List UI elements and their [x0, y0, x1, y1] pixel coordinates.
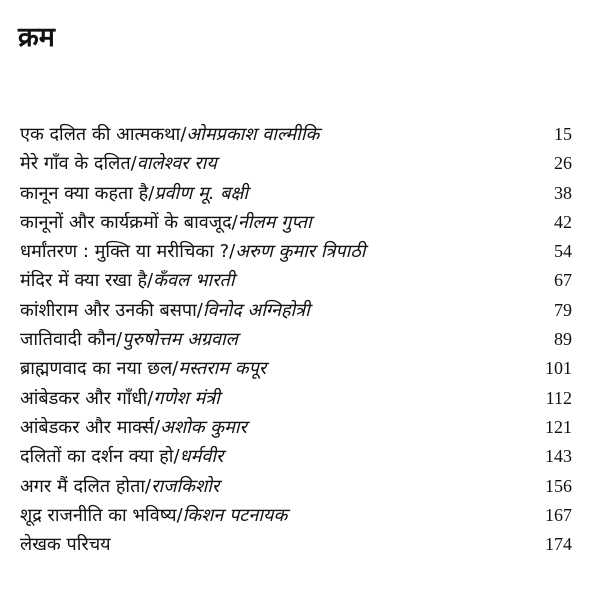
entry-separator: /: [173, 446, 180, 468]
entry-page-number: 15: [554, 124, 572, 144]
entry-page-number: 112: [545, 387, 572, 408]
entry-title: दलितों का दर्शन क्या हो: [20, 446, 174, 468]
toc-entry-text: [20, 354, 266, 383]
entry-author: ओमप्रकाश वाल्मीकि: [186, 124, 320, 145]
entry-separator: /: [154, 416, 161, 438]
entry-author: किशन पटनायक: [182, 504, 288, 526]
toc-entry-text: [20, 237, 365, 266]
toc-entry-12: [20, 442, 572, 471]
toc-entry-5: [20, 237, 572, 266]
toc-entry-11: [20, 413, 572, 442]
table-of-contents: [20, 120, 572, 559]
entry-page-number: 143: [545, 446, 572, 467]
toc-entry-text: [20, 530, 111, 559]
entry-author: पुरुषोत्तम अग्रवाल: [122, 329, 238, 351]
toc-entry-text: [20, 266, 234, 295]
entry-title: शूद्र राजनीति का भविष्य: [20, 504, 177, 526]
entry-title: आंबेडकर और मार्क्स: [20, 416, 155, 438]
entry-separator: /: [172, 358, 179, 380]
entry-page-number: 156: [545, 475, 572, 496]
entry-author: वालेश्वर राय: [136, 153, 217, 175]
entry-separator: /: [145, 475, 152, 497]
entry-title: धर्मांतरण : मुक्ति या मरीचिका ?: [20, 241, 230, 263]
toc-entry-6: [20, 266, 572, 295]
entry-page-number: 26: [554, 153, 572, 174]
entry-title: कानून क्या कहता है: [20, 182, 149, 204]
entry-page-number: 42: [554, 211, 572, 232]
toc-entry-2: [20, 149, 572, 178]
toc-entry-3: [20, 179, 572, 208]
entry-separator: /: [196, 299, 203, 321]
entry-page-number: 38: [554, 182, 572, 203]
entry-author: कँवल भारती: [153, 270, 235, 292]
page-title: क्रम: [18, 22, 55, 53]
toc-entry-text: [20, 208, 312, 237]
entry-title: मंदिर में क्या रखा है: [20, 270, 148, 292]
toc-entry-9: [20, 354, 572, 383]
toc-entry-text: [20, 296, 310, 325]
entry-author: मस्तराम कपूर: [178, 358, 267, 380]
entry-separator: /: [130, 153, 137, 175]
toc-entry-text: [20, 413, 247, 442]
entry-separator: /: [231, 211, 238, 233]
entry-separator: /: [180, 124, 187, 145]
toc-entry-text: [20, 472, 219, 501]
toc-entry-1: [20, 120, 572, 149]
entry-author: गणेश मंत्री: [153, 387, 220, 409]
entry-separator: /: [147, 270, 154, 292]
entry-author: विनोद अग्निहोत्री: [202, 299, 310, 321]
entry-title: जातिवादी कौन: [20, 329, 117, 351]
entry-page-number: 101: [545, 358, 572, 379]
toc-entry-10: [20, 384, 572, 413]
entry-separator: /: [148, 182, 155, 204]
entry-page-number: 167: [545, 504, 572, 525]
entry-page-number: 67: [554, 270, 572, 291]
entry-page-number: 79: [554, 299, 572, 320]
entry-author: अरुण कुमार त्रिपाठी: [235, 241, 366, 263]
entry-title: लेखक परिचय: [20, 534, 111, 556]
entry-author: नीलम गुप्ता: [237, 211, 312, 233]
entry-separator: /: [176, 504, 183, 526]
entry-author: अशोक कुमार: [160, 416, 247, 438]
toc-entry-text: [20, 384, 220, 413]
toc-entry-text: [20, 179, 248, 208]
toc-entry-15: [20, 530, 572, 559]
toc-entry-7: [20, 296, 572, 325]
entry-separator: /: [116, 329, 123, 351]
entry-page-number: 89: [554, 329, 572, 350]
entry-separator: /: [229, 241, 236, 263]
toc-entry-4: [20, 208, 572, 237]
toc-entry-text: [20, 120, 319, 149]
toc-entry-text: [20, 149, 217, 178]
entry-title: मेरे गाँव के दलित: [20, 153, 131, 175]
entry-title: कांशीराम और उनकी बसपा: [20, 299, 197, 321]
entry-author: धर्मवीर: [179, 446, 224, 468]
toc-entry-14: [20, 501, 572, 530]
entry-page-number: 121: [545, 416, 572, 437]
entry-page-number: 54: [554, 241, 572, 262]
entry-title: ब्राह्मणवाद का नया छल: [20, 358, 173, 380]
entry-title: आंबेडकर और गाँधी: [20, 387, 148, 409]
entry-title: अगर मैं दलित होता: [20, 475, 146, 497]
entry-author: प्रवीण मू. बक्षी: [154, 182, 249, 204]
toc-entry-text: [20, 501, 287, 530]
entry-separator: /: [147, 387, 154, 409]
entry-title: एक दलित की आत्मकथा: [20, 124, 181, 145]
toc-entry-13: [20, 472, 572, 501]
toc-entry-text: [20, 325, 238, 354]
entry-author: राजकिशोर: [151, 475, 220, 497]
toc-entry-8: [20, 325, 572, 354]
entry-page-number: 174: [545, 534, 572, 555]
entry-title: कानूनों और कार्यक्रमों के बावजूद: [20, 211, 232, 233]
toc-entry-text: [20, 442, 223, 471]
